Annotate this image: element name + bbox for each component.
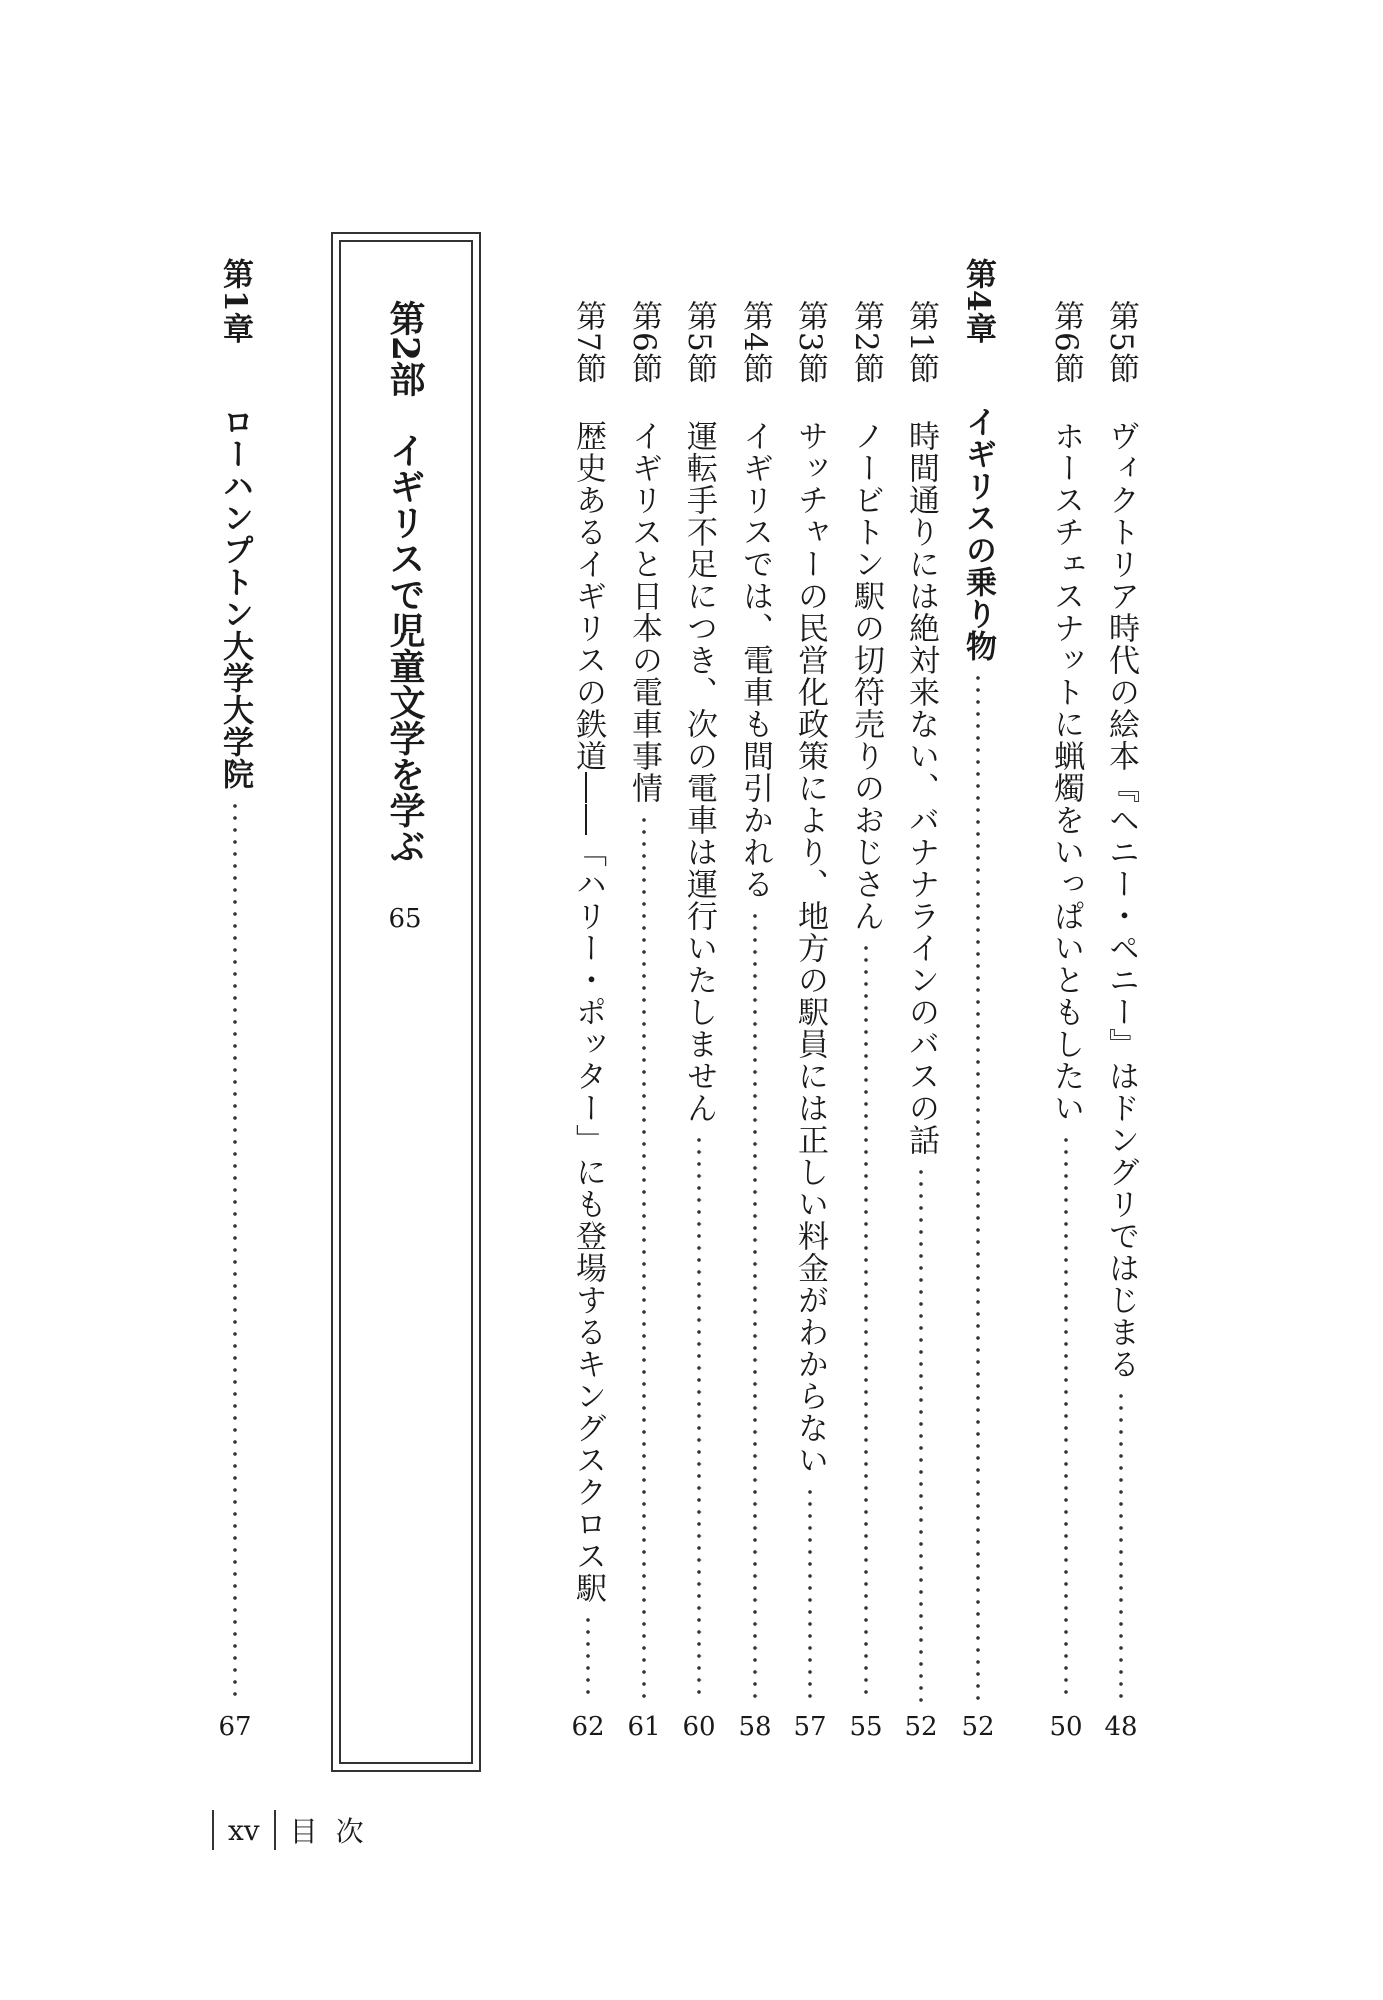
page-number: 52: [961, 1712, 995, 1742]
toc-entry[interactable]: [787, 300, 833, 1744]
page-number: 60: [682, 1712, 716, 1742]
section-label: 第1節: [903, 300, 939, 385]
section-title: 歴史あるイギリスの鉄道――「ハリー・ポッター」にも登場するキングスクロス駅: [570, 420, 606, 1604]
section-label: 第2節: [848, 300, 884, 385]
section-label: 第7節: [570, 300, 606, 385]
leader-dots: [753, 910, 757, 1702]
section-label: 第6節: [1048, 300, 1084, 385]
page-number: 58: [738, 1712, 772, 1742]
toc-entry[interactable]: [898, 300, 944, 1744]
chapter-title: ローハンプトン大学大学院: [217, 406, 253, 790]
page-number: 62: [571, 1712, 605, 1742]
section-label: 第3節: [792, 300, 828, 385]
toc-entry[interactable]: [732, 300, 778, 1744]
section-title: 時間通りには絶対来ない、バナナラインのバスの話: [903, 420, 939, 1156]
toc-entry[interactable]: [1043, 300, 1089, 1744]
section-title: サッチャーの民営化政策により、地方の駅員には正しい料金がわからない: [792, 420, 828, 1476]
toc-entry[interactable]: [1098, 300, 1144, 1744]
section-label: 第5節: [1103, 300, 1139, 385]
part-heading-box[interactable]: [331, 232, 481, 1772]
leader-dots: [1119, 1390, 1123, 1702]
page-number: 55: [849, 1712, 883, 1742]
leader-dots: [919, 1166, 923, 1702]
page-number: 57: [793, 1712, 827, 1742]
section-title: イギリスと日本の電車事情: [626, 420, 662, 804]
footer-page-number: xv: [228, 1813, 260, 1847]
section-title: ホースチェスナットに蝋燭をいっぱいともしたい: [1048, 420, 1084, 1124]
leader-dots: [808, 1486, 812, 1702]
toc-entry[interactable]: [621, 300, 667, 1744]
part-label: 第2部: [384, 300, 426, 398]
leader-dots: [976, 672, 980, 1702]
page-number: 52: [904, 1712, 938, 1742]
page-number: 67: [218, 1712, 252, 1742]
toc-entry[interactable]: [843, 300, 889, 1744]
section-label: 第4節: [737, 300, 773, 385]
section-title: イギリスでは、電車も間引かれる: [737, 420, 773, 900]
leader-dots: [1064, 1134, 1068, 1702]
toc-chapter-entry[interactable]: [212, 258, 258, 1744]
toc-chapter-entry[interactable]: [955, 258, 1001, 1744]
section-label: 第6節: [626, 300, 662, 385]
page-number: 48: [1104, 1712, 1138, 1742]
section-title: ノービトン駅の切符売りのおじさん: [848, 420, 884, 932]
leader-dots: [697, 1134, 701, 1702]
part-title: イギリスで児童文学を学ぶ: [384, 432, 426, 864]
leader-dots: [864, 942, 868, 1702]
leader-dots: [233, 800, 237, 1702]
page-number: 61: [627, 1712, 661, 1742]
section-title: ヴィクトリア時代の絵本『ヘニー・ペニー』はドングリではじまる: [1103, 420, 1139, 1380]
section-title: 運転手不足につき、次の電車は運行いたしません: [681, 420, 717, 1124]
leader-dots: [586, 1614, 590, 1702]
page-number: 50: [1049, 1712, 1083, 1742]
footer-section-title: 目次: [289, 1815, 382, 1848]
section-label: 第5節: [681, 300, 717, 385]
toc-entry[interactable]: [676, 300, 722, 1744]
chapter-label: 第4章: [960, 258, 996, 345]
toc-entry[interactable]: [565, 300, 611, 1744]
leader-dots: [642, 814, 646, 1702]
part-heading: [375, 300, 435, 934]
chapter-title: イギリスの乗り物: [960, 406, 996, 662]
page-footer: [212, 1810, 382, 1850]
part-page-number: 65: [388, 904, 422, 934]
chapter-label: 第1章: [217, 258, 253, 345]
